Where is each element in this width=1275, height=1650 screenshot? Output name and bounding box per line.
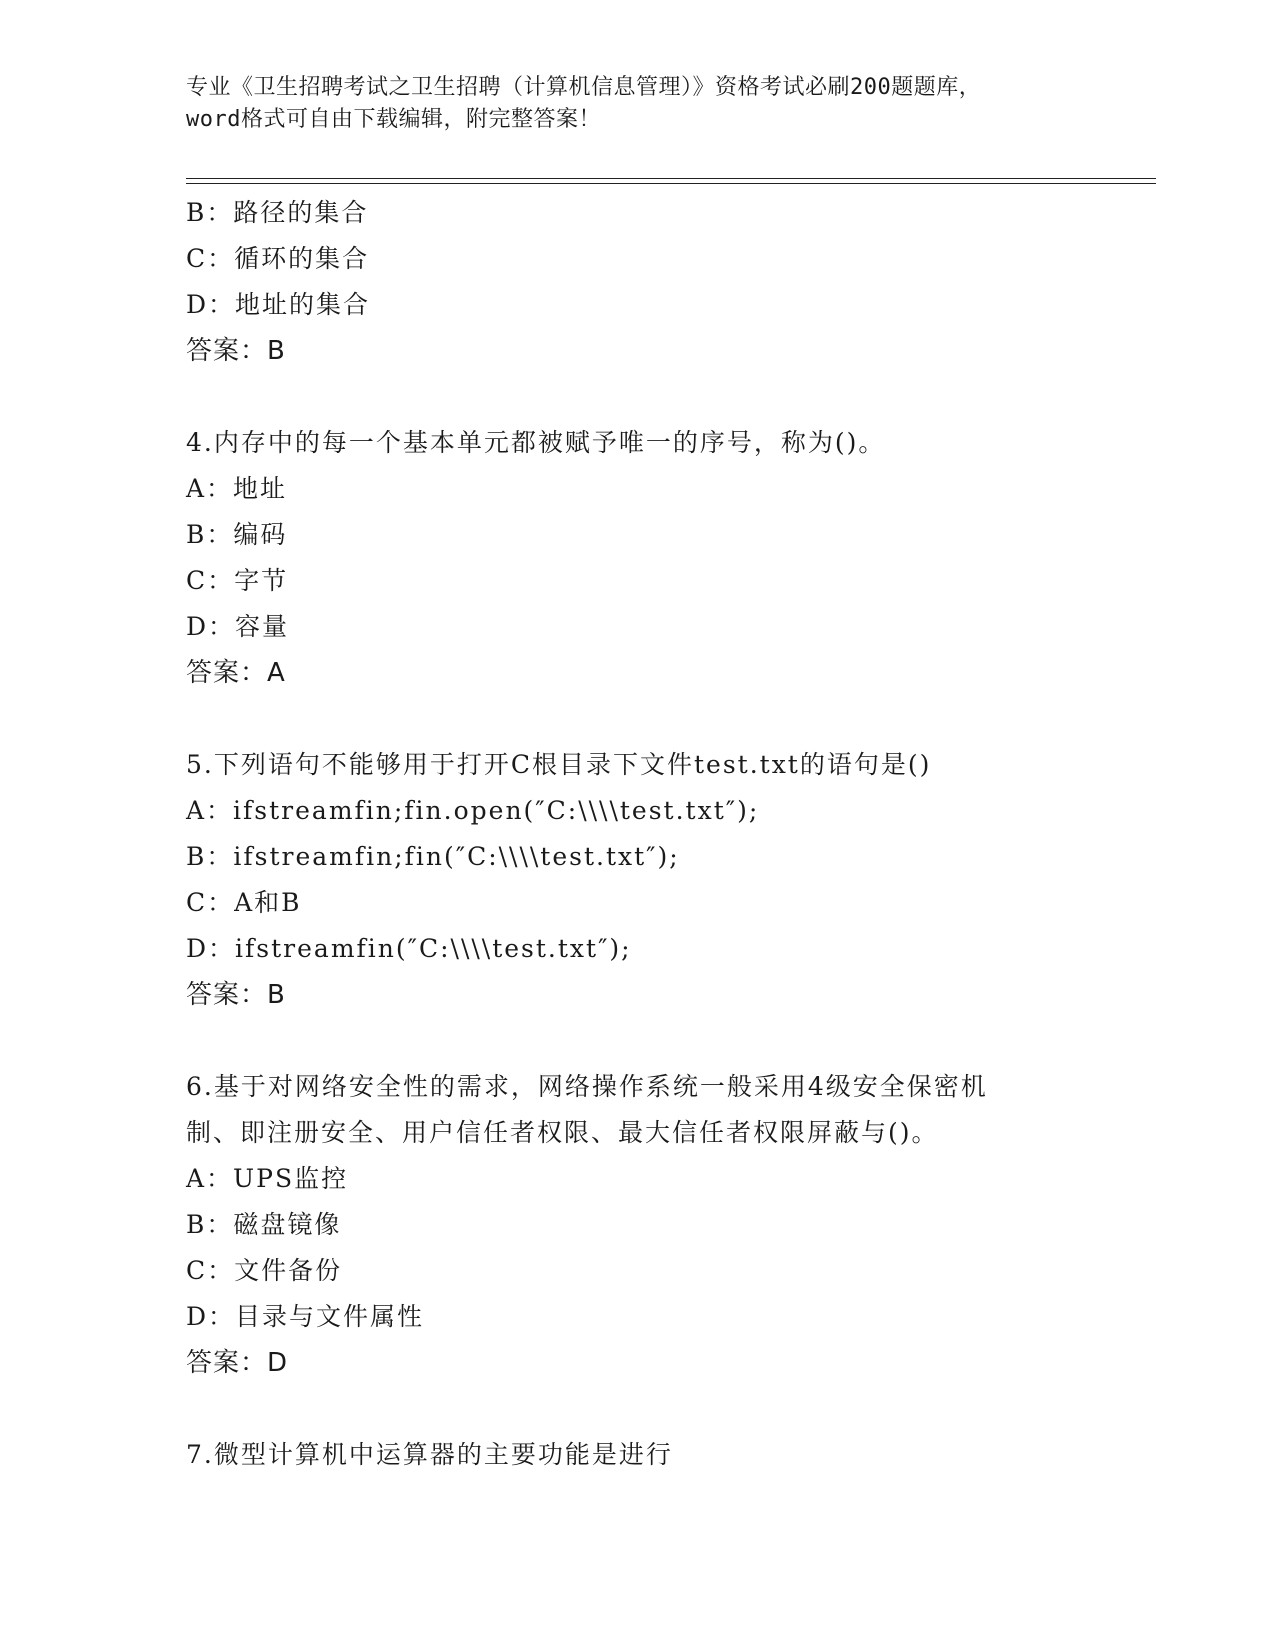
header-line-1: 专业《卫生招聘考试之卫生招聘（计算机信息管理）》资格考试必刷200题题库， [186, 75, 982, 100]
option-d: D：容量 [186, 612, 290, 641]
header-line-2: word格式可自由下载编辑，附完整答案！ [186, 107, 601, 132]
option-a: A：ifstreamfin;fin.open(″C:\\\\test.txt″); [186, 796, 760, 825]
question-6 [186, 1064, 1146, 1386]
answer-line: 答案：B [186, 336, 286, 366]
option-c: C：循环的集合 [186, 244, 370, 273]
question-stem-line-2: 制、即注册安全、用户信任者权限、最大信任者权限屏蔽与()。 [186, 1118, 939, 1147]
question-stem: 5.下列语句不能够用于打开C根目录下文件test.txt的语句是() [186, 750, 932, 779]
answer-line: 答案：A [186, 658, 286, 688]
question-7 [186, 1432, 1146, 1478]
answer-line: 答案：B [186, 980, 286, 1010]
document-header [186, 72, 1106, 136]
option-a: A：UPS监控 [186, 1164, 349, 1193]
option-b: B：ifstreamfin;fin(″C:\\\\test.txt″); [186, 842, 680, 871]
question-list [186, 190, 1146, 1478]
option-c: C：字节 [186, 566, 289, 595]
question-stem: 7.微型计算机中运算器的主要功能是进行 [186, 1440, 673, 1469]
question-5 [186, 742, 1146, 1018]
option-d: D：ifstreamfin(″C:\\\\test.txt″); [186, 934, 632, 963]
question-stem: 4.内存中的每一个基本单元都被赋予唯一的序号，称为()。 [186, 428, 886, 457]
question-4 [186, 420, 1146, 696]
option-d: D：目录与文件属性 [186, 1302, 425, 1331]
header-divider-bottom [186, 183, 1156, 184]
option-d: D：地址的集合 [186, 290, 371, 319]
option-b: B：编码 [186, 520, 288, 549]
question-3-continued [186, 190, 1146, 374]
option-b: B：路径的集合 [186, 198, 369, 227]
option-c: C：A和B [186, 888, 302, 917]
header-divider-top [186, 178, 1156, 179]
option-a: A：地址 [186, 474, 288, 503]
question-stem-line-1: 6.基于对网络安全性的需求，网络操作系统一般采用4级安全保密机 [186, 1072, 988, 1101]
option-b: B：磁盘镜像 [186, 1210, 342, 1239]
answer-line: 答案：D [186, 1348, 289, 1378]
option-c: C：文件备份 [186, 1256, 343, 1285]
